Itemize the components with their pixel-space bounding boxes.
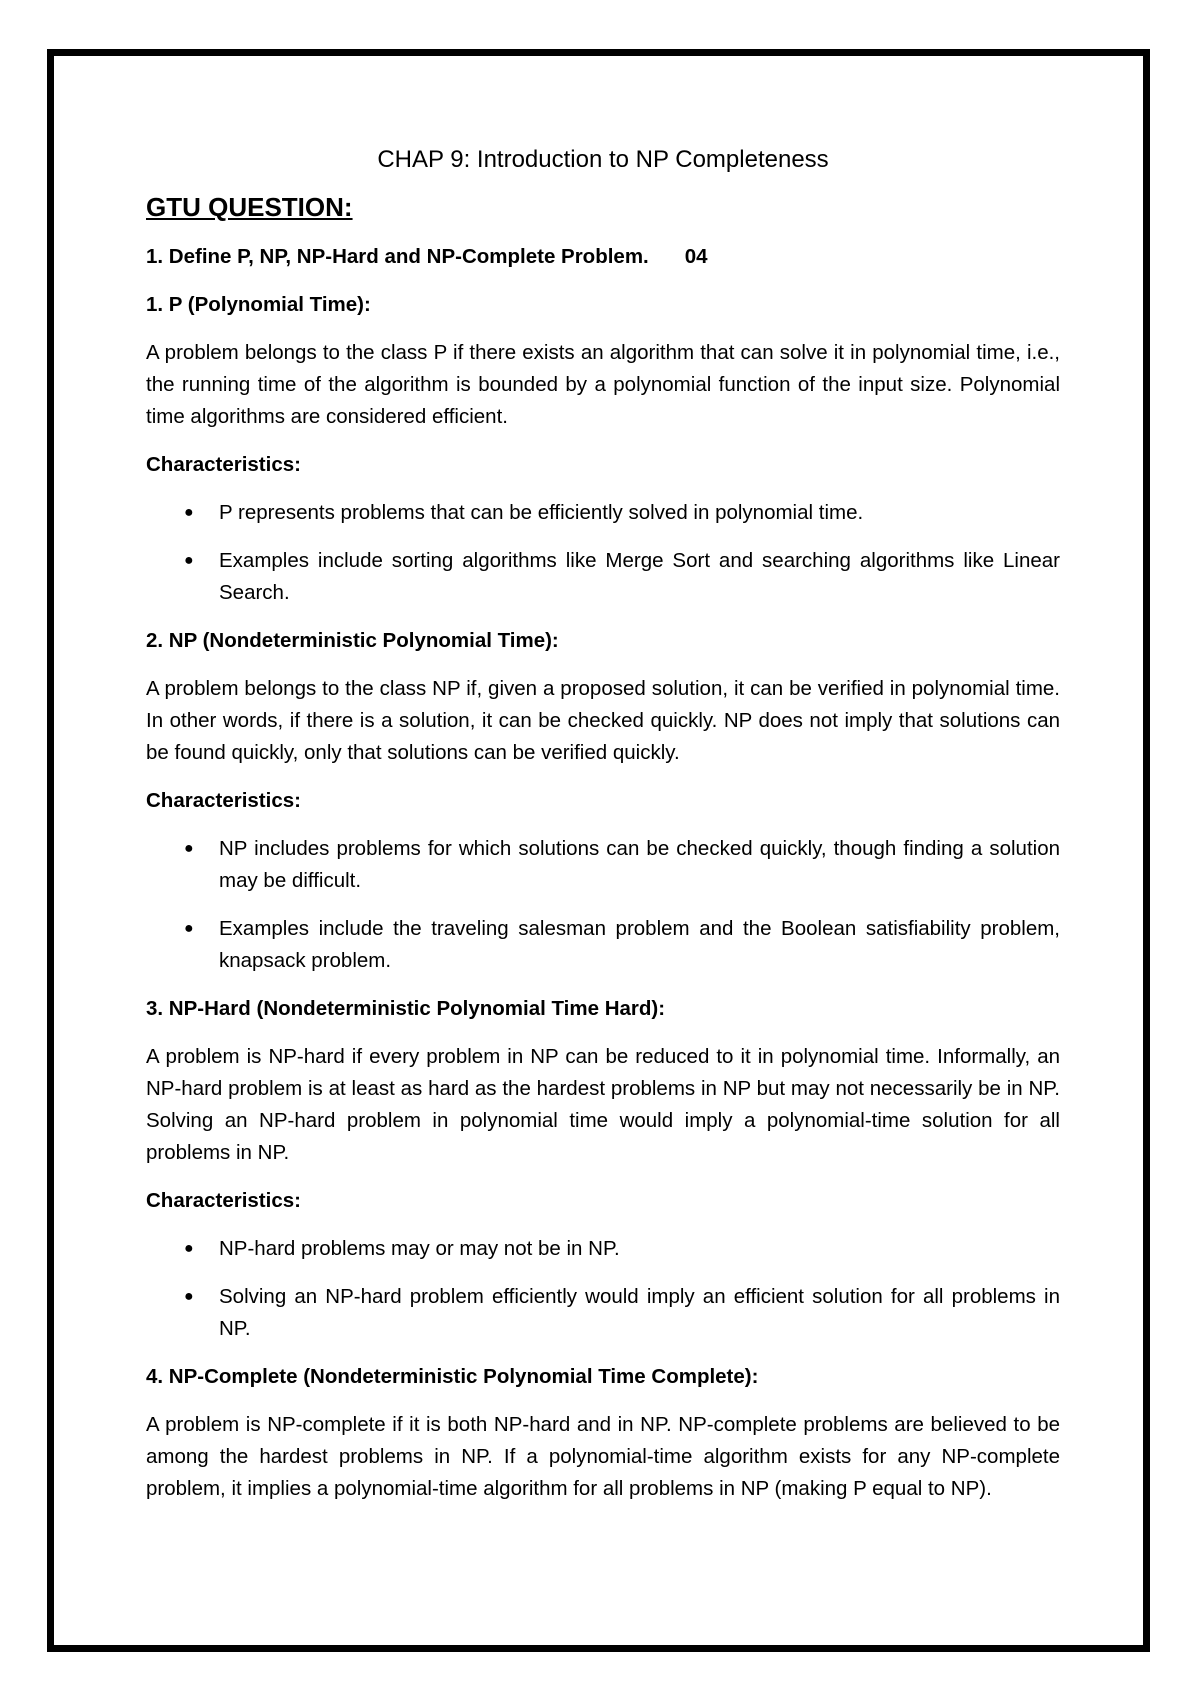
question-marks: 04 <box>684 245 708 268</box>
characteristics-list <box>146 497 1060 609</box>
section-heading: 1. P (Polynomial Time): <box>146 293 371 316</box>
section-paragraph: A problem is NP-hard if every problem in NP can be reduced to it in polynomial time. Informally, an NP-hard problem is at least as hard as the hardest problems in NP but may not necessarily be in NP. Solving an NP-hard problem in polynomial time would imply a polynomial-time solution for all problems in NP. <box>146 1045 1060 1164</box>
characteristics-list <box>146 1233 1060 1345</box>
list-item: ● NP-hard problems may or may not be in NP. <box>146 1233 1060 1265</box>
document-title: CHAP 9: Introduction to NP Completeness <box>377 146 829 173</box>
characteristics-label: Characteristics: <box>146 453 301 476</box>
section-p <box>146 289 1060 609</box>
section-np <box>146 625 1060 977</box>
section-np-complete <box>146 1361 1060 1505</box>
list-item: ● Examples include the traveling salesman problem and the Boolean satisfiability problem, knapsack problem. <box>146 913 1060 977</box>
section-paragraph: A problem belongs to the class P if there exists an algorithm that can solve it in polynomial time, i.e., the running time of the algorithm is bounded by a polynomial function of the input size. Polynomial time algorithms are considered efficient. <box>146 341 1060 428</box>
question-text: 1. Define P, NP, NP-Hard and NP-Complete Problem. <box>146 245 649 268</box>
document-body <box>146 143 1060 1521</box>
question-line <box>146 241 1060 273</box>
characteristics-label: Characteristics: <box>146 789 301 812</box>
section-np-hard <box>146 993 1060 1345</box>
list-item: ● Examples include sorting algorithms like Merge Sort and searching algorithms like Linear Search. <box>146 545 1060 609</box>
list-item: ● NP includes problems for which solutions can be checked quickly, though finding a solution may be difficult. <box>146 833 1060 897</box>
characteristics-list <box>146 833 1060 977</box>
list-item: ● Solving an NP-hard problem efficiently would imply an efficient solution for all problems in NP. <box>146 1281 1060 1345</box>
section-heading: 2. NP (Nondeterministic Polynomial Time): <box>146 629 559 652</box>
bullet-icon: ● <box>184 504 194 521</box>
characteristics-label: Characteristics: <box>146 1189 301 1212</box>
section-heading: 4. NP-Complete (Nondeterministic Polynomial Time Complete): <box>146 1365 759 1388</box>
gtu-question-heading: GTU QUESTION: <box>146 192 353 222</box>
section-paragraph: A problem belongs to the class NP if, given a proposed solution, it can be verified in polynomial time. In other words, if there is a solution, it can be checked quickly. NP does not imply that solutions can be found quickly, only that solutions can be verified quickly. <box>146 677 1060 764</box>
bullet-icon: ● <box>184 552 194 569</box>
section-paragraph: A problem is NP-complete if it is both NP-hard and in NP. NP-complete problems are believed to be among the hardest problems in NP. If a polynomial-time algorithm exists for any NP-complete problem, it implies a polynomial-time algorithm for all problems in NP (making P equal to NP). <box>146 1413 1060 1500</box>
list-item: ● P represents problems that can be efficiently solved in polynomial time. <box>146 497 1060 529</box>
bullet-icon: ● <box>184 840 194 857</box>
bullet-icon: ● <box>184 1288 194 1305</box>
section-heading: 3. NP-Hard (Nondeterministic Polynomial Time Hard): <box>146 997 666 1020</box>
bullet-icon: ● <box>184 1240 194 1257</box>
bullet-icon: ● <box>184 920 194 937</box>
